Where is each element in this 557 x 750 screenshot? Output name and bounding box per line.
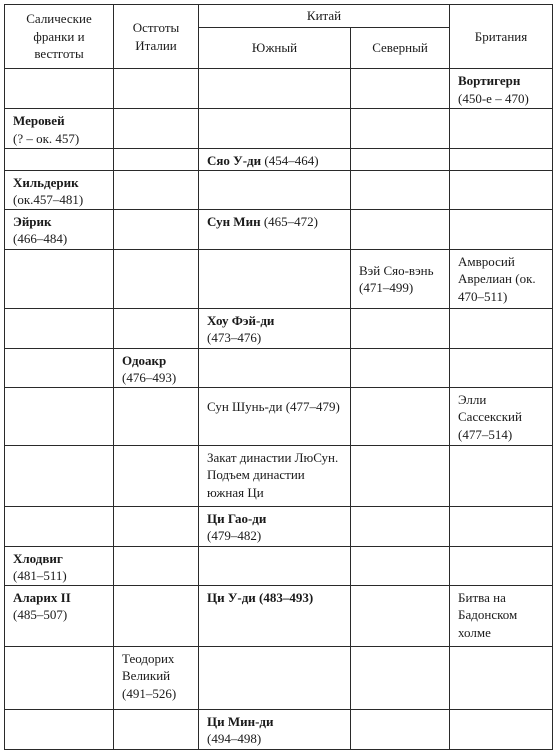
cell-franks xyxy=(5,249,114,308)
ruler-text: Амвросий Аврелиан (ок. 470–511) xyxy=(458,253,536,304)
ruler-text: Вэй Сяо-вэнь (471–499) xyxy=(359,262,434,295)
cell-ostrogoths xyxy=(114,249,199,308)
table-row xyxy=(5,646,553,709)
cell-south xyxy=(199,585,351,646)
table-row xyxy=(5,308,553,348)
cell-britain xyxy=(450,445,553,506)
cell-britain xyxy=(450,348,553,387)
ruler-years: (? – ок. 457) xyxy=(13,130,80,146)
ruler-years: (476–493) xyxy=(122,370,177,385)
cell-north xyxy=(351,170,450,209)
header-china: Китай xyxy=(199,5,450,28)
table-row xyxy=(5,149,553,171)
ruler-text: Элли Сассекский (477–514) xyxy=(458,391,522,442)
cell-franks xyxy=(5,109,114,149)
header-china-north: Северный xyxy=(351,28,450,69)
chronology-table xyxy=(4,4,553,750)
ruler-name: Сяо У-ди xyxy=(207,153,262,168)
cell-franks xyxy=(5,445,114,506)
cell-franks xyxy=(5,170,114,209)
cell-britain xyxy=(450,387,553,445)
header-britain: Британия xyxy=(450,5,553,69)
ruler-name: Аларих II xyxy=(13,589,71,605)
cell-north xyxy=(351,149,450,171)
ruler-name: Ци Мин-ди xyxy=(207,713,274,729)
cell-ostrogoths xyxy=(114,646,199,709)
cell-north xyxy=(351,308,450,348)
cell-britain xyxy=(450,69,553,109)
cell-south xyxy=(199,646,351,709)
cell-south xyxy=(199,209,351,249)
cell-north xyxy=(351,387,450,445)
cell-north xyxy=(351,445,450,506)
cell-franks xyxy=(5,308,114,348)
cell-south xyxy=(199,170,351,209)
cell-ostrogoths xyxy=(114,170,199,209)
table-row xyxy=(5,348,553,387)
ruler-name: Ци У-ди (483–493) xyxy=(207,589,314,605)
ruler-years: (473–476) xyxy=(207,330,262,345)
cell-ostrogoths xyxy=(114,445,199,506)
cell-south xyxy=(199,348,351,387)
cell-ostrogoths xyxy=(114,348,199,387)
ruler-years: (450-е – 470) xyxy=(458,90,529,106)
cell-north xyxy=(351,585,450,646)
cell-south xyxy=(199,546,351,585)
ruler-years: (465–472) xyxy=(263,213,318,229)
ruler-text: Теодорих Великий (491–526) xyxy=(122,650,177,701)
cell-ostrogoths xyxy=(114,308,199,348)
table-row xyxy=(5,249,553,308)
ruler-name: Хоу Фэй-ди xyxy=(207,312,275,328)
cell-franks xyxy=(5,348,114,387)
cell-britain xyxy=(450,109,553,149)
cell-ostrogoths xyxy=(114,585,199,646)
cell-britain xyxy=(450,149,553,171)
header-china-south: Южный xyxy=(199,28,351,69)
cell-franks xyxy=(5,149,114,171)
cell-south xyxy=(199,308,351,348)
table-row xyxy=(5,445,553,506)
cell-south xyxy=(199,109,351,149)
cell-franks xyxy=(5,387,114,445)
ruler-name: Эйрик xyxy=(13,213,52,229)
header-ostrogoths: Остготы Италии xyxy=(114,5,199,69)
cell-ostrogoths xyxy=(114,109,199,149)
cell-south xyxy=(199,69,351,109)
cell-franks xyxy=(5,546,114,585)
cell-north xyxy=(351,249,450,308)
ruler-name: Вортигерн xyxy=(458,73,521,88)
cell-britain xyxy=(450,249,553,308)
cell-ostrogoths xyxy=(114,149,199,171)
cell-north xyxy=(351,348,450,387)
cell-britain xyxy=(450,170,553,209)
cell-north xyxy=(351,209,450,249)
cell-ostrogoths xyxy=(114,506,199,546)
table-row xyxy=(5,170,553,209)
cell-ostrogoths xyxy=(114,387,199,445)
table-row xyxy=(5,109,553,149)
cell-britain xyxy=(450,308,553,348)
cell-ostrogoths xyxy=(114,69,199,109)
cell-north xyxy=(351,109,450,149)
cell-north xyxy=(351,646,450,709)
cell-franks xyxy=(5,69,114,109)
ruler-name: Одоакр xyxy=(122,352,167,368)
cell-ostrogoths xyxy=(114,709,199,749)
cell-south xyxy=(199,149,351,171)
ruler-name: Ци Гао-ди xyxy=(207,510,267,526)
ruler-years: (ок.457–481) xyxy=(13,192,84,207)
cell-ostrogoths xyxy=(114,209,199,249)
cell-north xyxy=(351,546,450,585)
cell-south xyxy=(199,506,351,546)
cell-south xyxy=(199,445,351,506)
cell-ostrogoths xyxy=(114,546,199,585)
ruler-years: (485–507) xyxy=(13,607,68,622)
cell-franks xyxy=(5,506,114,546)
cell-north xyxy=(351,69,450,109)
cell-britain xyxy=(450,209,553,249)
cell-south xyxy=(199,249,351,308)
cell-franks xyxy=(5,646,114,709)
cell-britain xyxy=(450,506,553,546)
cell-franks xyxy=(5,209,114,249)
ruler-name: Сун Мин xyxy=(207,213,261,229)
battle-note: Битва на Бадонском холме xyxy=(458,589,518,640)
cell-north xyxy=(351,506,450,546)
cell-britain xyxy=(450,709,553,749)
table-row xyxy=(5,209,553,249)
ruler-text: Сун Шунь-ди (477–479) xyxy=(207,398,340,414)
cell-britain xyxy=(450,546,553,585)
ruler-years: (454–464) xyxy=(264,153,319,168)
cell-franks xyxy=(5,709,114,749)
table-row xyxy=(5,585,553,646)
dynasty-note: Закат династии ЛюСун. Подъем династии южная Ци xyxy=(207,449,339,500)
ruler-years: (479–482) xyxy=(207,528,262,543)
table-row xyxy=(5,506,553,546)
ruler-name: Хильдерик xyxy=(13,174,79,190)
ruler-name: Меровей xyxy=(13,113,65,128)
cell-britain xyxy=(450,646,553,709)
cell-north xyxy=(351,709,450,749)
cell-britain xyxy=(450,585,553,646)
cell-south xyxy=(199,387,351,445)
table-row xyxy=(5,709,553,749)
ruler-years: (466–484) xyxy=(13,231,68,246)
table-row xyxy=(5,387,553,445)
cell-franks xyxy=(5,585,114,646)
ruler-years: (494–498) xyxy=(207,731,262,746)
cell-south xyxy=(199,709,351,749)
ruler-years: (481–511) xyxy=(13,568,67,583)
table-row xyxy=(5,69,553,109)
ruler-name: Хлодвиг xyxy=(13,550,63,566)
header-franks: Салические франки и вестготы xyxy=(5,5,114,69)
table-row xyxy=(5,546,553,585)
